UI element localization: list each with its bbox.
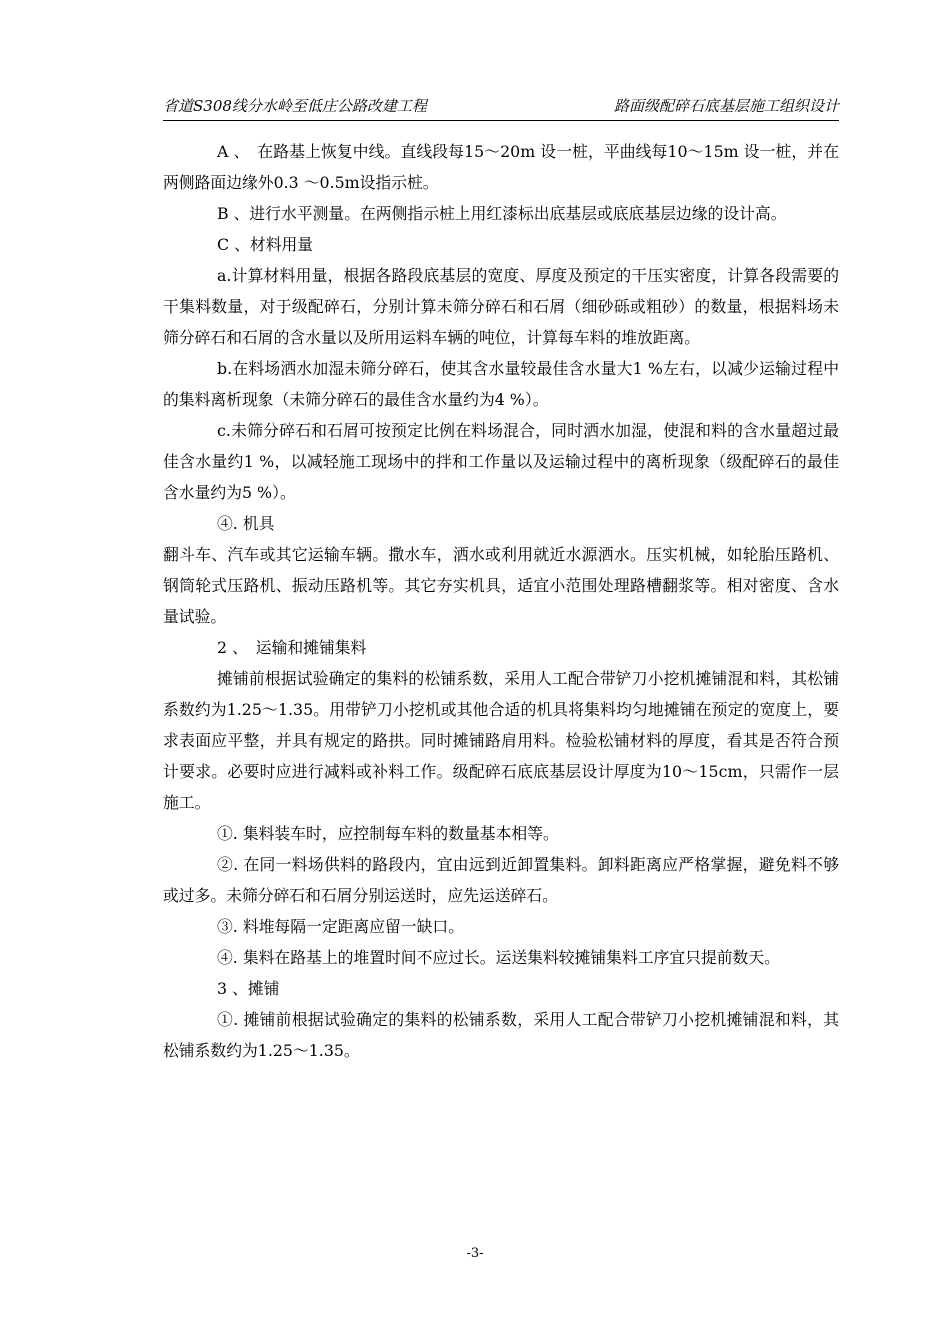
paragraph-c-mixing: c.未筛分碎石和石屑可按预定比例在料场混合，同时洒水加湿，使混和料的含水量超过最佳含水量约1 %，以减轻施工现场中的拌和工作量以及运输过程中的离析现象（级配碎石的最佳含水量约为5 %）。: [163, 421, 839, 502]
paragraph-b-moistening: b.在料场洒水加湿未筛分碎石，使其含水量较最佳含水量大1 %左右，以减少运输过程中的集料离析现象（未筛分碎石的最佳含水量约为4 %）。: [163, 359, 839, 409]
item-1-loading: ①. 集料装车时，应控制每车料的数量基本相等。: [217, 824, 559, 843]
header-document-title: 路面级配碎石底基层施工组织设计: [613, 97, 839, 115]
header-project-title: 省道S308线分水岭至低庄公路改建工程: [163, 97, 427, 115]
heading-transport-spreading: 2 、 运输和摊铺集料: [217, 638, 367, 657]
heading-spreading: 3 、摊铺: [217, 979, 280, 998]
paragraph-spreading-method: 摊铺前根据试验确定的集料的松铺系数，采用人工配合带铲刀小挖机摊铺混和料，其松铺系数约为1.25～1.35。用带铲刀小挖机或其他合适的机具将集料均匀地摊铺在预定的宽度上，要求表面应平整，并具有规定的路拱。同时摊铺路肩用料。检验松铺材料的厚度，看其是否符合预计要求。必要时应进行减料或补料工作。级配碎石底底基层设计厚度为10～15cm，只需作一层施工。: [163, 669, 839, 812]
paragraph-a-material-calc: a.计算材料用量，根据各路段底基层的宽度、厚度及预定的干压实密度，计算各段需要的干集料数量，对于级配碎石，分别计算未筛分碎石和石屑（细砂砾或粗砂）的数量，根据料场未筛分碎石和石屑的含水量以及所用运料车辆的吨位，计算每车料的堆放距离。: [163, 266, 839, 347]
page-header: [163, 96, 839, 121]
item-2-unloading: ②. 在同一料场供料的路段内，宜由远到近卸置集料。卸料距离应严格掌握，避免料不够或过多。未筛分碎石和石屑分别运送时，应先运送碎石。: [163, 855, 839, 905]
item-3-gaps: ③. 料堆每隔一定距离应留一缺口。: [217, 917, 464, 936]
heading-c-materials: C 、材料用量: [217, 235, 314, 254]
item-1-spreading-coefficient: ①. 摊铺前根据试验确定的集料的松铺系数，采用人工配合带铲刀小挖机摊铺混和料，其松铺系数约为1.25～1.35。: [163, 1010, 839, 1060]
paragraph-equipment-list: 翻斗车、汽车或其它运输车辆。撒水车，洒水或利用就近水源洒水。压实机械，如轮胎压路机、钢筒轮式压路机、振动压路机等。其它夯实机具，适宜小范围处理路槽翻浆等。相对密度、含水量试验。: [163, 545, 839, 626]
heading-equipment: ④. 机具: [217, 514, 275, 533]
item-4-storage-time: ④. 集料在路基上的堆置时间不应过长。运送集料较摊铺集料工序宜只提前数天。: [217, 948, 780, 967]
paragraph-a-center-line: A 、 在路基上恢复中线。直线段每15～20m 设一桩，平曲线每10～15m 设一桩，并在两侧路面边缘外0.3 ～0.5m设指示桩。: [163, 142, 839, 192]
page-number: -3-: [466, 1246, 484, 1261]
page-body: [163, 136, 839, 1066]
paragraph-b-level-survey: B 、进行水平测量。在两侧指示桩上用红漆标出底基层或底底基层边缘的设计高。: [217, 204, 787, 223]
